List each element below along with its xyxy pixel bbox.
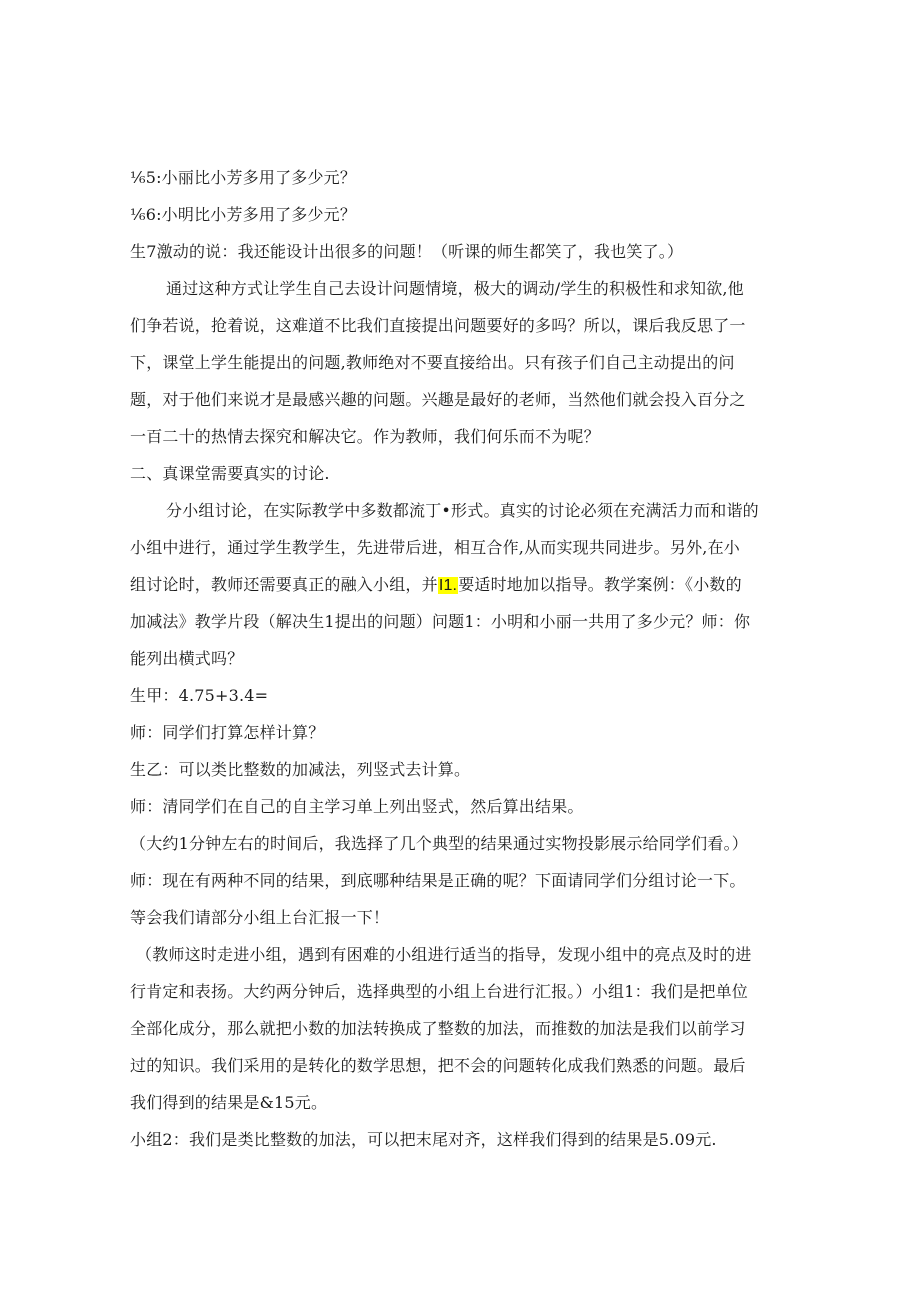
text-line: 加减法》教学片段（解决生1提出的问题）问题1：小明和小丽一共用了多少元？师：你 bbox=[130, 612, 751, 631]
section-heading: 二、真课堂需要真实的讨论. bbox=[130, 464, 330, 483]
text-line: 全部化成分，那么就把小数的加法转换成了整数的加法，而推数的加法是我们以前学习 bbox=[130, 1019, 746, 1038]
text-line: 下，课堂上学生能提出的问题,教师绝对不要直接给出。只有孩子们自己主动提出的问 bbox=[130, 353, 735, 372]
text-line: 过的知识。我们采用的是转化的数学思想，把不会的问题转化成我们熟悉的问题。最后 bbox=[130, 1056, 746, 1075]
text-line: 我们得到的结果是&15元。 bbox=[130, 1093, 328, 1112]
text-line: ⅙6:小明比小芳多用了多少元？ bbox=[130, 205, 357, 224]
dialogue-line: 生甲：4.75+3.4= bbox=[130, 686, 269, 705]
text-line: 等会我们请部分小组上台汇报一下！ bbox=[130, 908, 390, 927]
text-line: 们争若说，抢着说，这难道不比我们直接提出问题要好的多吗？所以，课后我反思了一 bbox=[130, 316, 746, 335]
text-line: ⅙5:小丽比小芳多用了多少元？ bbox=[130, 168, 357, 187]
text-line: 生7激动的说：我还能设计出很多的问题！（听课的师生都笑了，我也笑了。） bbox=[130, 242, 684, 261]
text-line: 能列出横式吗？ bbox=[130, 649, 244, 668]
text-line: 一百二十的热情去探究和解决它。作为教师，我们何乐而不为呢？ bbox=[130, 427, 600, 446]
dialogue-line: 师：清同学们在自己的自主学习单上列出竖式，然后算出结果。 bbox=[130, 797, 584, 816]
paragraph-first-line: 通过这种方式让学生自己去设计问题情境，极大的调动/学生的积极性和求知欲,他 bbox=[166, 279, 744, 298]
highlighted-mark: I1. bbox=[438, 577, 458, 594]
dialogue-line: 师：同学们打算怎样计算？ bbox=[130, 723, 325, 742]
text-line: （大约1分钟左右的时间后，我选择了几个典型的结果通过实物投影展示给同学们看。） bbox=[130, 834, 748, 853]
paragraph-first-line: 分小组讨论，在实际教学中多数都流丁•形式。真实的讨论必须在充满活力而和谐的 bbox=[166, 501, 759, 520]
dialogue-line: 生乙：可以类比整数的加减法，列竖式去计算。 bbox=[130, 760, 471, 779]
text-line: （教师这时走进小组，遇到有困难的小组进行适当的指导，发现小组中的亮点及时的进 bbox=[136, 945, 752, 964]
text-segment: 要适时地加以指导。教学案例：《小数的 bbox=[458, 575, 742, 594]
text-line: 小组2：我们是类比整数的加法，可以把末尾对齐，这样我们得到的结果是5.09元. bbox=[130, 1130, 717, 1149]
text-segment: 组讨论时，教师还需要真正的融入小组，并 bbox=[130, 575, 438, 594]
text-line: 题，对于他们来说才是最感兴趣的问题。兴趣是最好的老师，当然他们就会投入百分之 bbox=[130, 390, 746, 409]
text-line: 小组中进行，通过学生教学生，先进带后进，相互合作,从而实现共同进步。另外,在小 bbox=[130, 538, 740, 557]
text-line-with-highlight bbox=[130, 575, 742, 595]
text-line: 行肯定和表扬。大约两分钟后，选择典型的小组上台进行汇报。）小组1：我们是把单位 bbox=[130, 982, 748, 1001]
dialogue-line: 师：现在有两种不同的结果，到底哪种结果是正确的呢？下面请同学们分组讨论一下。 bbox=[130, 871, 746, 890]
